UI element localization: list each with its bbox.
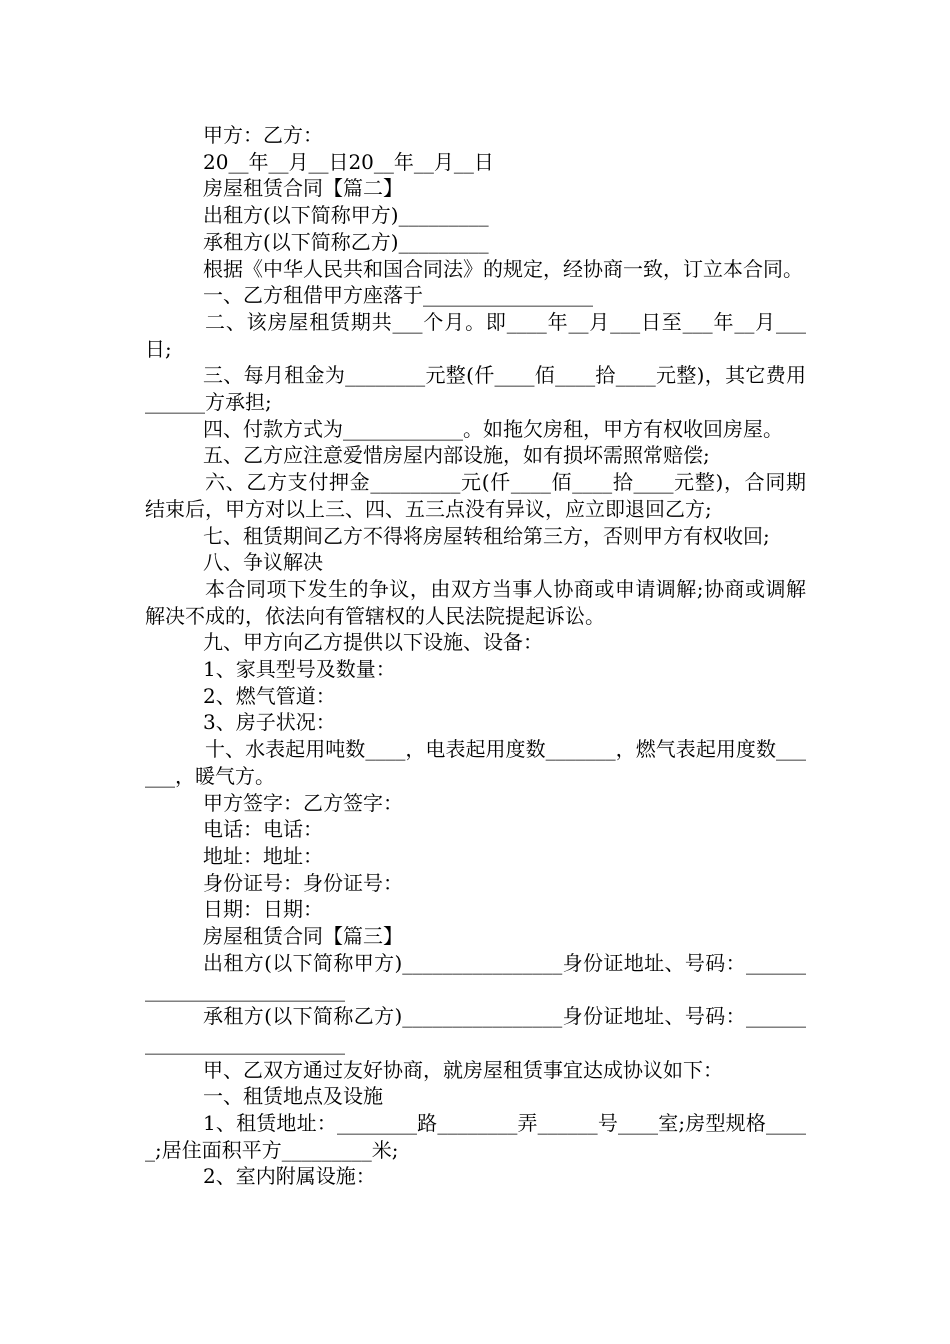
indoor-facilities: 2、室内附属设施： bbox=[203, 1164, 376, 1189]
phone-fields: 电话：电话： bbox=[203, 817, 323, 842]
clause-1: 一、乙方租借甲方座落于_________________ bbox=[203, 283, 593, 308]
lessee-line: 承租方(以下简称乙方)_________ bbox=[203, 229, 489, 254]
clause-7: 七、租赁期间乙方不得将房屋转租给第三方，否则甲方有权收回; bbox=[203, 523, 770, 548]
lease-address: 1、租赁地址：________路________弄______号____室;房型规格_____;居住面积平方_________米; bbox=[145, 1111, 806, 1162]
lessor-line: 出租方(以下简称甲方)_________ bbox=[203, 203, 489, 228]
clause-9-item-3: 3、房子状况： bbox=[203, 710, 336, 735]
signature-line: 甲方：乙方： bbox=[203, 123, 323, 147]
lease-location-heading: 一、租赁地点及设施 bbox=[203, 1084, 383, 1109]
clause-9-item-2: 2、燃气管道： bbox=[203, 683, 336, 708]
id-number-fields: 身份证号：身份证号： bbox=[203, 870, 403, 895]
clause-10: 十、水表起用吨数____，电表起用度数_______，燃气表起用度数______，暖气方。 bbox=[145, 737, 806, 788]
clause-8-heading: 八、争议解决 bbox=[203, 550, 323, 575]
date-line: 20__年__月__日20__年__月__日 bbox=[203, 149, 494, 174]
clause-3: 三、每月租金为________元整(仟____佰____拾____元整)，其它费用______方承担; bbox=[145, 363, 806, 415]
preamble-paragraph: 根据《中华人民共和国合同法》的规定，经协商一致，订立本合同。 bbox=[203, 256, 803, 281]
clause-6: 六、乙方支付押金_________元(仟____佰____拾____元整)，合同期结束后，甲方对以上三、四、五三点没有异议，应立即退回乙方; bbox=[145, 470, 806, 521]
section-heading-part-two: 房屋租赁合同【篇二】 bbox=[203, 176, 403, 201]
clause-2: 二、该房屋租赁期共___个月。即____年__月___日至___年__月___日; bbox=[145, 309, 806, 361]
signature-fields: 甲方签字：乙方签字： bbox=[203, 790, 403, 815]
clause-9-item-1: 1、家具型号及数量： bbox=[203, 657, 396, 682]
date-fields: 日期：日期： bbox=[203, 897, 323, 922]
section-heading-part-three: 房屋租赁合同【篇三】 bbox=[203, 924, 403, 949]
address-fields: 地址：地址： bbox=[203, 843, 323, 868]
clause-9: 九、甲方向乙方提供以下设施、设备： bbox=[203, 630, 543, 655]
clause-8-body: 本合同项下发生的争议，由双方当事人协商或申请调解;协商或调解解决不成的，依法向有管辖权的人民法院提起诉讼。 bbox=[145, 576, 806, 628]
agreement-intro: 甲、乙双方通过友好协商，就房屋租赁事宜达成协议如下： bbox=[203, 1057, 723, 1082]
clause-5: 五、乙方应注意爱惜房屋内部设施，如有损坏需照常赔偿; bbox=[203, 443, 710, 468]
clause-4: 四、付款方式为____________。如拖欠房租，甲方有权收回房屋。 bbox=[203, 416, 783, 441]
lessee-id-line: 承租方(以下简称乙方)________________身份证地址、号码：__________________________ bbox=[145, 1004, 806, 1055]
lessor-id-line: 出租方(以下简称甲方)________________身份证地址、号码：__________________________ bbox=[145, 950, 806, 1002]
